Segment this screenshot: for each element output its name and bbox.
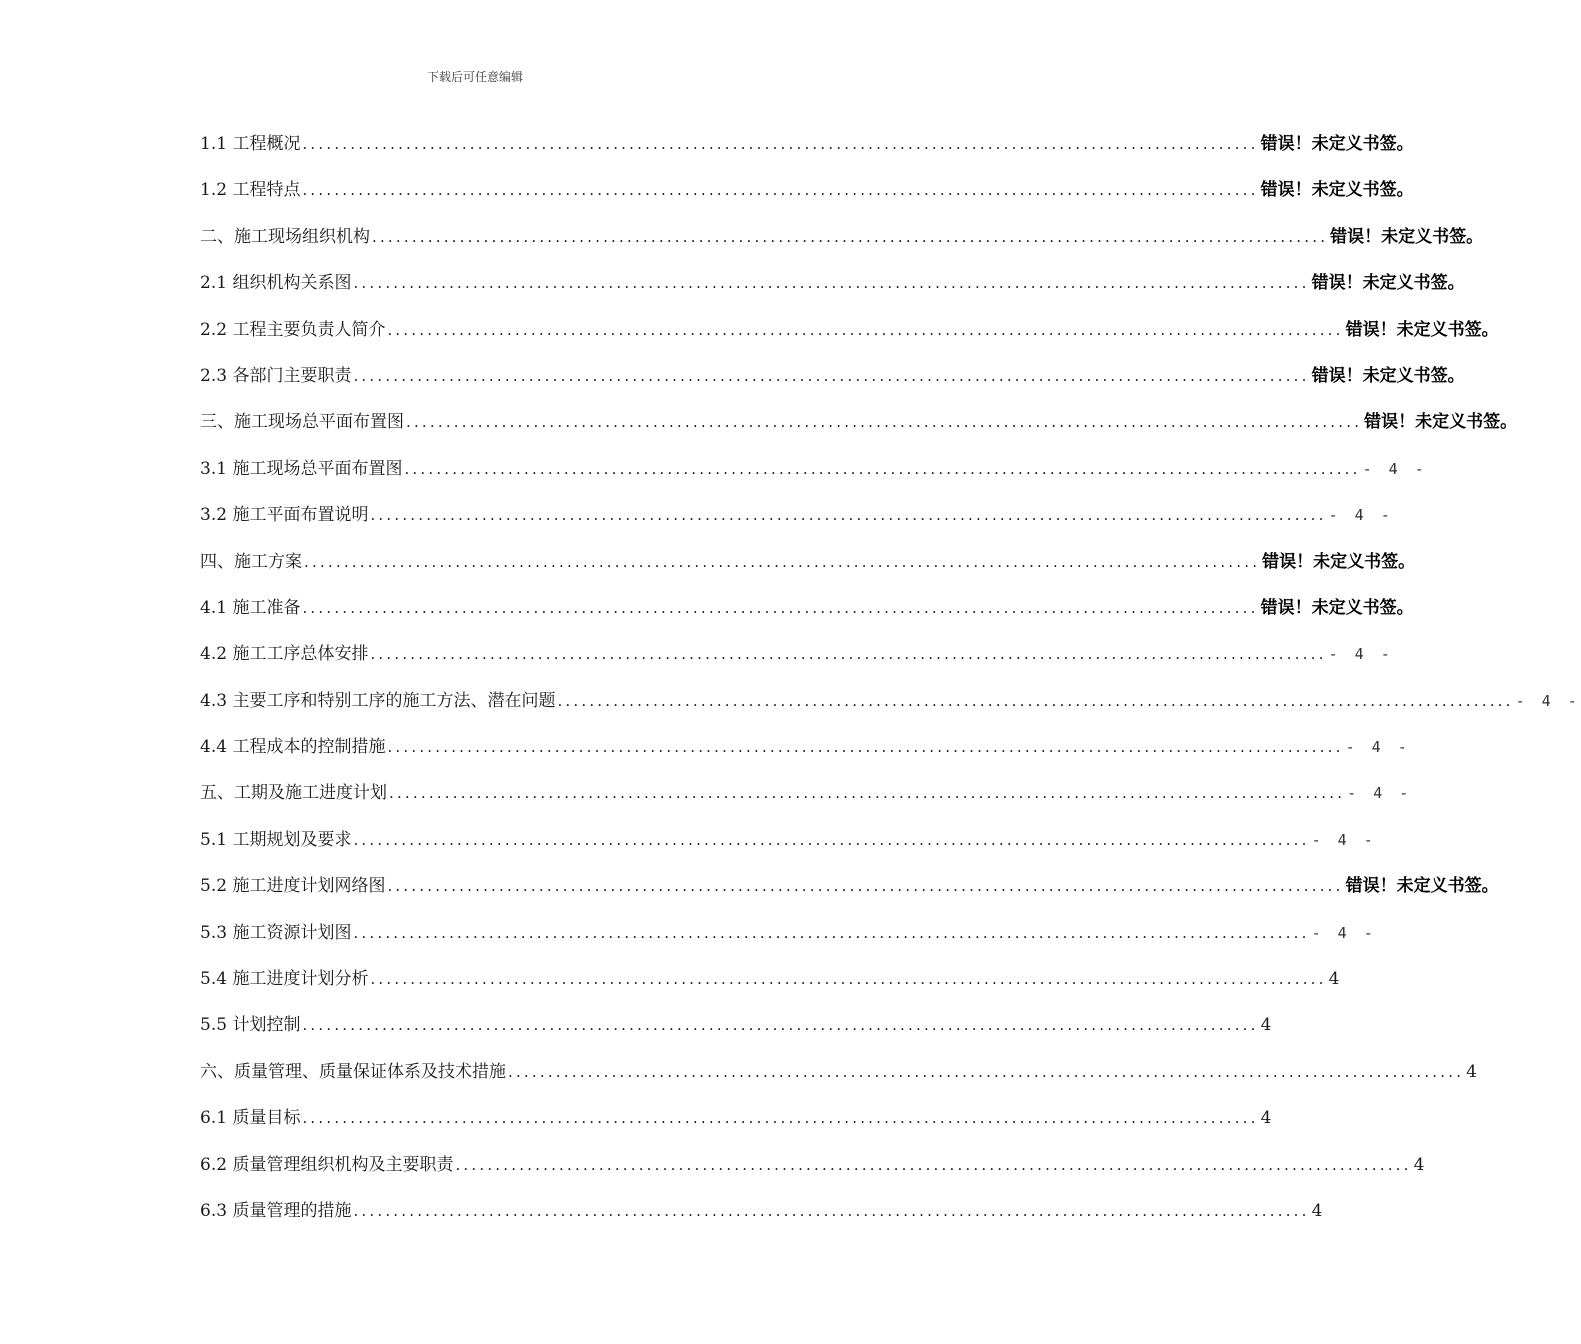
toc-entry-title: 4.4 工程成本的控制措施: [200, 737, 386, 758]
toc-entry-title: 5.3 施工资源计划图: [200, 922, 352, 943]
toc-entry[interactable]: [200, 730, 1411, 776]
toc-entry-title: 1.1 工程概况: [200, 134, 301, 154]
toc-dot-leader: ........................................................................................................................: [302, 1109, 1259, 1128]
toc-dot-leader: ........................................................................................................................: [302, 598, 1259, 617]
toc-entry[interactable]: [200, 359, 1465, 405]
toc-dot-leader: ........................................................................................................................: [508, 1062, 1465, 1081]
toc-entry-page: 4: [1260, 1015, 1272, 1036]
toc-entry[interactable]: [200, 173, 1414, 219]
toc-entry-page: 错误！未定义书签。: [1262, 551, 1416, 572]
toc-entry-page: 错误！未定义书签。: [1311, 365, 1465, 386]
toc-entry[interactable]: [200, 823, 1377, 869]
toc-entry-page: - 4 -: [1345, 738, 1411, 757]
toc-entry-page: 4: [1413, 1154, 1425, 1175]
toc-entry-title: 三、施工现场总平面布置图: [200, 412, 404, 433]
toc-entry-page: 错误！未定义书签。: [1345, 876, 1499, 897]
toc-dot-leader: ........................................................................................................................: [370, 970, 1327, 989]
toc-entry-page: - 4 -: [1311, 830, 1377, 849]
toc-entry-title: 四、施工方案: [200, 551, 302, 572]
toc-dot-leader: ........................................................................................................................: [387, 738, 1344, 757]
toc-dot-leader: ........................................................................................................................: [302, 181, 1259, 200]
toc-entry-page: 错误！未定义书签。: [1311, 273, 1465, 294]
toc-dot-leader: ........................................................................................................................: [353, 923, 1310, 942]
toc-entry[interactable]: [200, 220, 1484, 266]
toc-dot-leader: ........................................................................................................................: [387, 877, 1344, 896]
toc-entry-page: - 4 -: [1311, 923, 1377, 942]
toc-dot-leader: ........................................................................................................................: [353, 830, 1310, 849]
toc-dot-leader: ........................................................................................................................: [302, 135, 1259, 153]
toc-dot-leader: ........................................................................................................................: [387, 320, 1344, 339]
toc-dot-leader: ........................................................................................................................: [302, 1016, 1259, 1035]
toc-entry-page: 错误！未定义书签。: [1330, 226, 1484, 247]
toc-entry-page: - 4 -: [1328, 645, 1394, 664]
toc-entry[interactable]: [200, 591, 1414, 637]
toc-entry-page: 4: [1260, 1108, 1272, 1129]
toc-entry[interactable]: [200, 1194, 1323, 1240]
toc-dot-leader: ........................................................................................................................: [353, 366, 1310, 385]
page-header: 下载后可任意编辑: [426, 70, 523, 84]
toc-entry-title: 5.1 工期规划及要求: [200, 829, 352, 850]
toc-entry-title: 3.1 施工现场总平面布置图: [200, 458, 403, 479]
toc-entry-page: - 4 -: [1362, 459, 1428, 478]
toc-dot-leader: ........................................................................................................................: [389, 784, 1346, 803]
table-of-contents: [200, 127, 1581, 1240]
toc-entry-title: 4.3 主要工序和特别工序的施工方法、潜在问题: [200, 690, 556, 711]
toc-dot-leader: ........................................................................................................................: [455, 1155, 1412, 1174]
toc-entry-title: 6.3 质量管理的措施: [200, 1200, 352, 1221]
toc-entry-title: 2.3 各部门主要职责: [200, 365, 352, 386]
toc-entry-page: - 4 -: [1328, 506, 1394, 525]
toc-entry-page: 错误！未定义书签。: [1345, 319, 1499, 340]
toc-entry-page: 4: [1466, 1061, 1477, 1082]
toc-entry-page: 错误！未定义书签。: [1260, 597, 1414, 618]
toc-entry-title: 6.2 质量管理组织机构及主要职责: [200, 1154, 454, 1175]
toc-entry[interactable]: [200, 498, 1394, 544]
toc-entry[interactable]: [200, 1008, 1272, 1054]
toc-entry-page: - 4 -: [1347, 784, 1413, 803]
toc-entry[interactable]: [200, 1148, 1425, 1194]
toc-dot-leader: ........................................................................................................................: [404, 459, 1361, 478]
toc-dot-leader: ........................................................................................................................: [353, 274, 1310, 293]
toc-entry-title: 5.5 计划控制: [200, 1015, 301, 1036]
toc-dot-leader: ........................................................................................................................: [304, 552, 1261, 571]
toc-entry-title: 6.1 质量目标: [200, 1108, 301, 1129]
toc-entry-title: 4.2 施工工序总体安排: [200, 644, 369, 665]
toc-entry-title: 二、施工现场组织机构: [200, 226, 370, 247]
toc-entry-page: 错误！未定义书签。: [1260, 180, 1414, 201]
toc-entry[interactable]: [200, 127, 1414, 173]
toc-entry[interactable]: [200, 1055, 1477, 1101]
toc-entry[interactable]: [200, 962, 1340, 1008]
toc-entry[interactable]: [200, 776, 1413, 822]
toc-entry-title: 2.1 组织机构关系图: [200, 273, 352, 294]
toc-entry[interactable]: [200, 869, 1499, 915]
toc-entry-page: 4: [1328, 969, 1340, 990]
toc-entry[interactable]: [200, 637, 1394, 683]
toc-entry-title: 2.2 工程主要负责人简介: [200, 319, 386, 340]
toc-entry-title: 3.2 施工平面布置说明: [200, 505, 369, 526]
toc-dot-leader: ........................................................................................................................: [557, 691, 1514, 710]
toc-dot-leader: ........................................................................................................................: [372, 227, 1329, 246]
toc-entry[interactable]: [200, 545, 1416, 591]
toc-dot-leader: ........................................................................................................................: [370, 506, 1327, 525]
toc-entry-page: 4: [1311, 1200, 1323, 1221]
toc-entry-title: 1.2 工程特点: [200, 180, 301, 201]
toc-entry-page: - 4 -: [1515, 691, 1581, 710]
toc-dot-leader: ........................................................................................................................: [406, 413, 1363, 432]
toc-entry-page: 错误！未定义书签。: [1260, 134, 1414, 154]
toc-entry[interactable]: [200, 313, 1499, 359]
toc-entry[interactable]: [200, 405, 1518, 451]
toc-entry-title: 五、工期及施工进度计划: [200, 783, 387, 804]
toc-entry-title: 5.2 施工进度计划网络图: [200, 876, 386, 897]
toc-entry-page: 错误！未定义书签。: [1364, 412, 1518, 433]
toc-dot-leader: ........................................................................................................................: [370, 645, 1327, 664]
toc-entry[interactable]: [200, 684, 1581, 730]
toc-entry-title: 4.1 施工准备: [200, 597, 301, 618]
toc-entry[interactable]: [200, 266, 1465, 312]
toc-entry-title: 5.4 施工进度计划分析: [200, 969, 369, 990]
toc-entry[interactable]: [200, 916, 1377, 962]
toc-entry-title: 六、质量管理、质量保证体系及技术措施: [200, 1061, 506, 1082]
toc-entry[interactable]: [200, 1101, 1272, 1147]
toc-dot-leader: ........................................................................................................................: [353, 1201, 1310, 1220]
toc-entry[interactable]: [200, 452, 1428, 498]
